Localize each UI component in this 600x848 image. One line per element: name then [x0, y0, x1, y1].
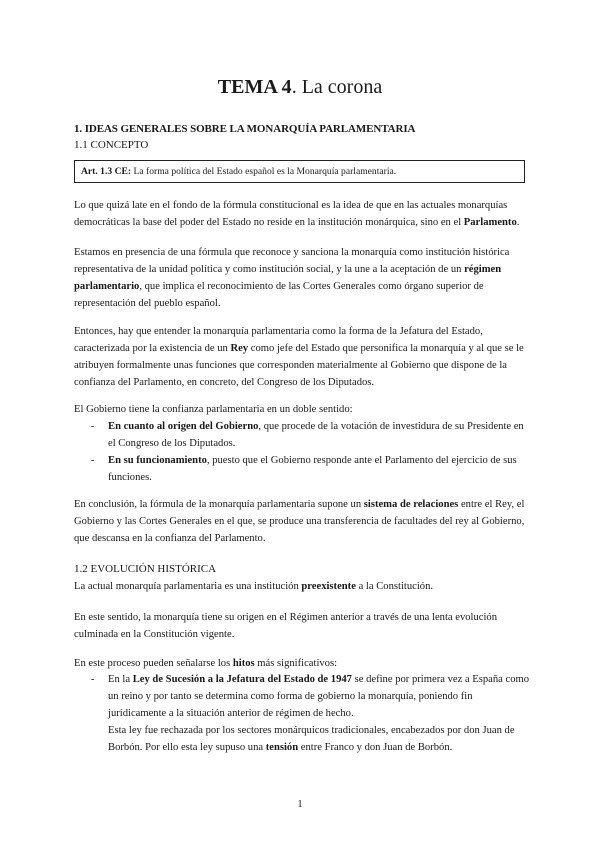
- title-bold: TEMA 4: [217, 76, 292, 98]
- list-item: - En su funcionamiento, puesto que el Gobierno responde ante el Parlamento del ejercicio de sus funciones.: [91, 455, 517, 483]
- list-item: - En cuanto al origen del Gobierno, que procede de la votación de investidura de su Presidente en el Congreso de los Diputados.: [91, 421, 524, 449]
- list-item: - En la Ley de Sucesión a la Jefatura del Estado de 1947 se define por primera vez a España como un reino y por tanto se determina como forma de gobierno la monarquía, poniendo fin jurídicamente a la situación anterior de régimen de hecho. Esta ley fue rechazada por los sectores monárquicos tradicionales, encabezados por don Juan de Borbón. Por ello esta ley supuso una tensión entre Franco y don Juan de Borbón.: [91, 674, 530, 753]
- bullet-list: [74, 418, 530, 486]
- paragraph: Estamos en presencia de una fórmula que reconoce y sanciona la monarquía como institución histórica representativa de la unidad política y como institución social, y la une a la aceptación de un régimen parlamentario, que implica el reconocimiento de las Cortes Generales como órgano superior de representación del pueblo español.: [74, 247, 510, 309]
- article-label: Art. 1.3 CE:: [81, 166, 132, 177]
- paragraph: Lo que quizá late en el fondo de la fórmula constitucional es la idea de que en las actuales monarquías democráticas la base del poder del Estado no reside en la institución monárquica, sino en el Parlamento.: [74, 200, 520, 228]
- paragraph: Entonces, hay que entender la monarquía parlamentaria como la forma de la Jefatura del Estado, caracterizada por la existencia de un Rey como jefe del Estado que personifica la monarquía y al que se le atribuyen formalmente unas funciones que corresponden materialmente al Gobierno que dispone de la confianza del Parlamento, en concreto, del Congreso de los Diputados.: [74, 326, 524, 388]
- paragraph: La actual monarquía parlamentaria es una institución preexistente a la Constitución.: [74, 581, 434, 592]
- page-number: 1: [297, 799, 303, 810]
- paragraph: El Gobierno tiene la confianza parlamentaria en un doble sentido:: [74, 404, 353, 415]
- subsection-heading: 1.1 CONCEPTO: [74, 139, 149, 151]
- article-box: [74, 160, 525, 183]
- bullet-list: [74, 671, 530, 756]
- paragraph: En este proceso pueden señalarse los hitos más significativos:: [74, 658, 338, 669]
- paragraph: En este sentido, la monarquía tiene su origen en el Régimen anterior a través de una lenta evolución culminada en la Constitución vigente.: [74, 612, 498, 640]
- subsection-heading: 1.2 EVOLUCIÓN HISTÓRICA: [74, 563, 217, 575]
- section-heading: 1. IDEAS GENERALES SOBRE LA MONARQUÍA PARLAMENTARIA: [74, 123, 416, 135]
- title-rest: . La corona: [291, 76, 383, 98]
- article-text: La forma política del Estado español es la Monarquía parlamentaria.: [131, 166, 397, 177]
- paragraph: En conclusión, la fórmula de la monarquía parlamentaria supone un sistema de relaciones entre el Rey, el Gobierno y las Cortes Generales en el que, se produce una transferencia de facultades del rey al Gobierno, que descansa en la confianza del Parlamento.: [74, 499, 525, 544]
- page-title: [0, 74, 600, 100]
